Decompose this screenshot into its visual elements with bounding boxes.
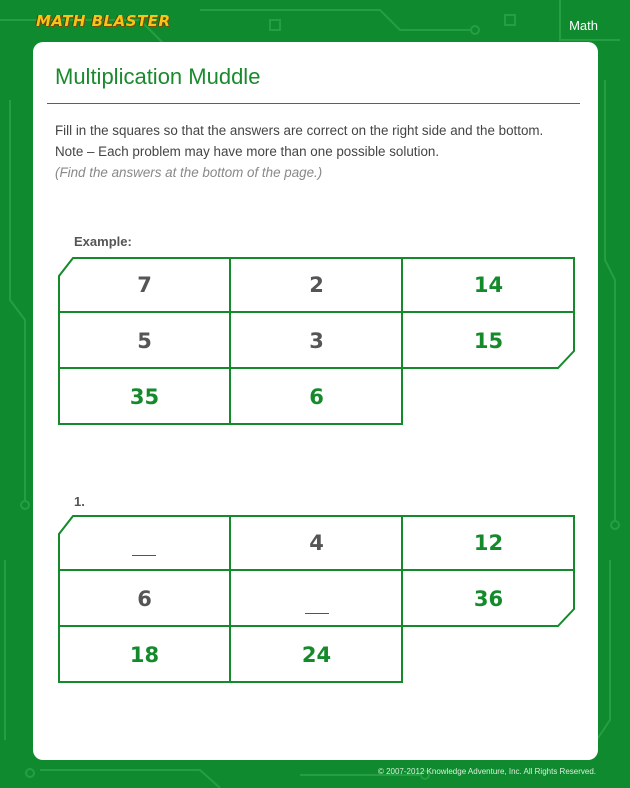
example-label: Example: <box>74 234 132 249</box>
math-blaster-logo[interactable]: MATH BLASTER <box>36 12 171 30</box>
instruction-line-1: Fill in the squares so that the answers are correct on the right side and the bottom. <box>55 123 544 138</box>
instructions <box>55 120 543 183</box>
example-cell-r1c1: 7 <box>137 273 152 297</box>
copyright-footer: © 2007-2012 Knowledge Adventure, Inc. All Rights Reserved. <box>377 767 596 776</box>
example-cell-r2c2: 3 <box>309 329 324 353</box>
problem-1-cell-r1c3: 12 <box>473 531 504 555</box>
example-cell-r2c1: 5 <box>137 329 152 353</box>
blank-answer-line[interactable] <box>132 555 156 556</box>
example-cell-r3c1: 35 <box>129 385 160 409</box>
instruction-line-2: Note – Each problem may have more than one possible solution. <box>55 144 440 159</box>
example-grid <box>58 257 576 427</box>
example-cell-r1c3: 14 <box>473 273 504 297</box>
problem-1-cell-r1c1[interactable] <box>59 515 230 571</box>
example-cell-r3c2: 6 <box>309 385 324 409</box>
example-cell-r2c3: 15 <box>473 329 504 353</box>
problem-1-cell-r3c2: 24 <box>301 643 332 667</box>
problem-1-cell-r2c3: 36 <box>473 587 504 611</box>
problem-1-label: 1. <box>74 494 85 509</box>
title-divider <box>47 103 580 104</box>
problem-1-cell-r2c2[interactable] <box>231 571 402 627</box>
problem-1-cell-r1c2: 4 <box>309 531 324 555</box>
subject-label: Math <box>569 18 598 33</box>
example-cell-r1c2: 2 <box>309 273 324 297</box>
problem-1-cell-r3c1: 18 <box>129 643 160 667</box>
problem-1-cell-r2c1: 6 <box>137 587 152 611</box>
worksheet-card <box>33 42 598 760</box>
problem-1-grid <box>58 515 576 685</box>
answers-hint: (Find the answers at the bottom of the page.) <box>55 165 323 180</box>
blank-answer-line[interactable] <box>305 613 329 614</box>
worksheet-title: Multiplication Muddle <box>55 64 261 89</box>
